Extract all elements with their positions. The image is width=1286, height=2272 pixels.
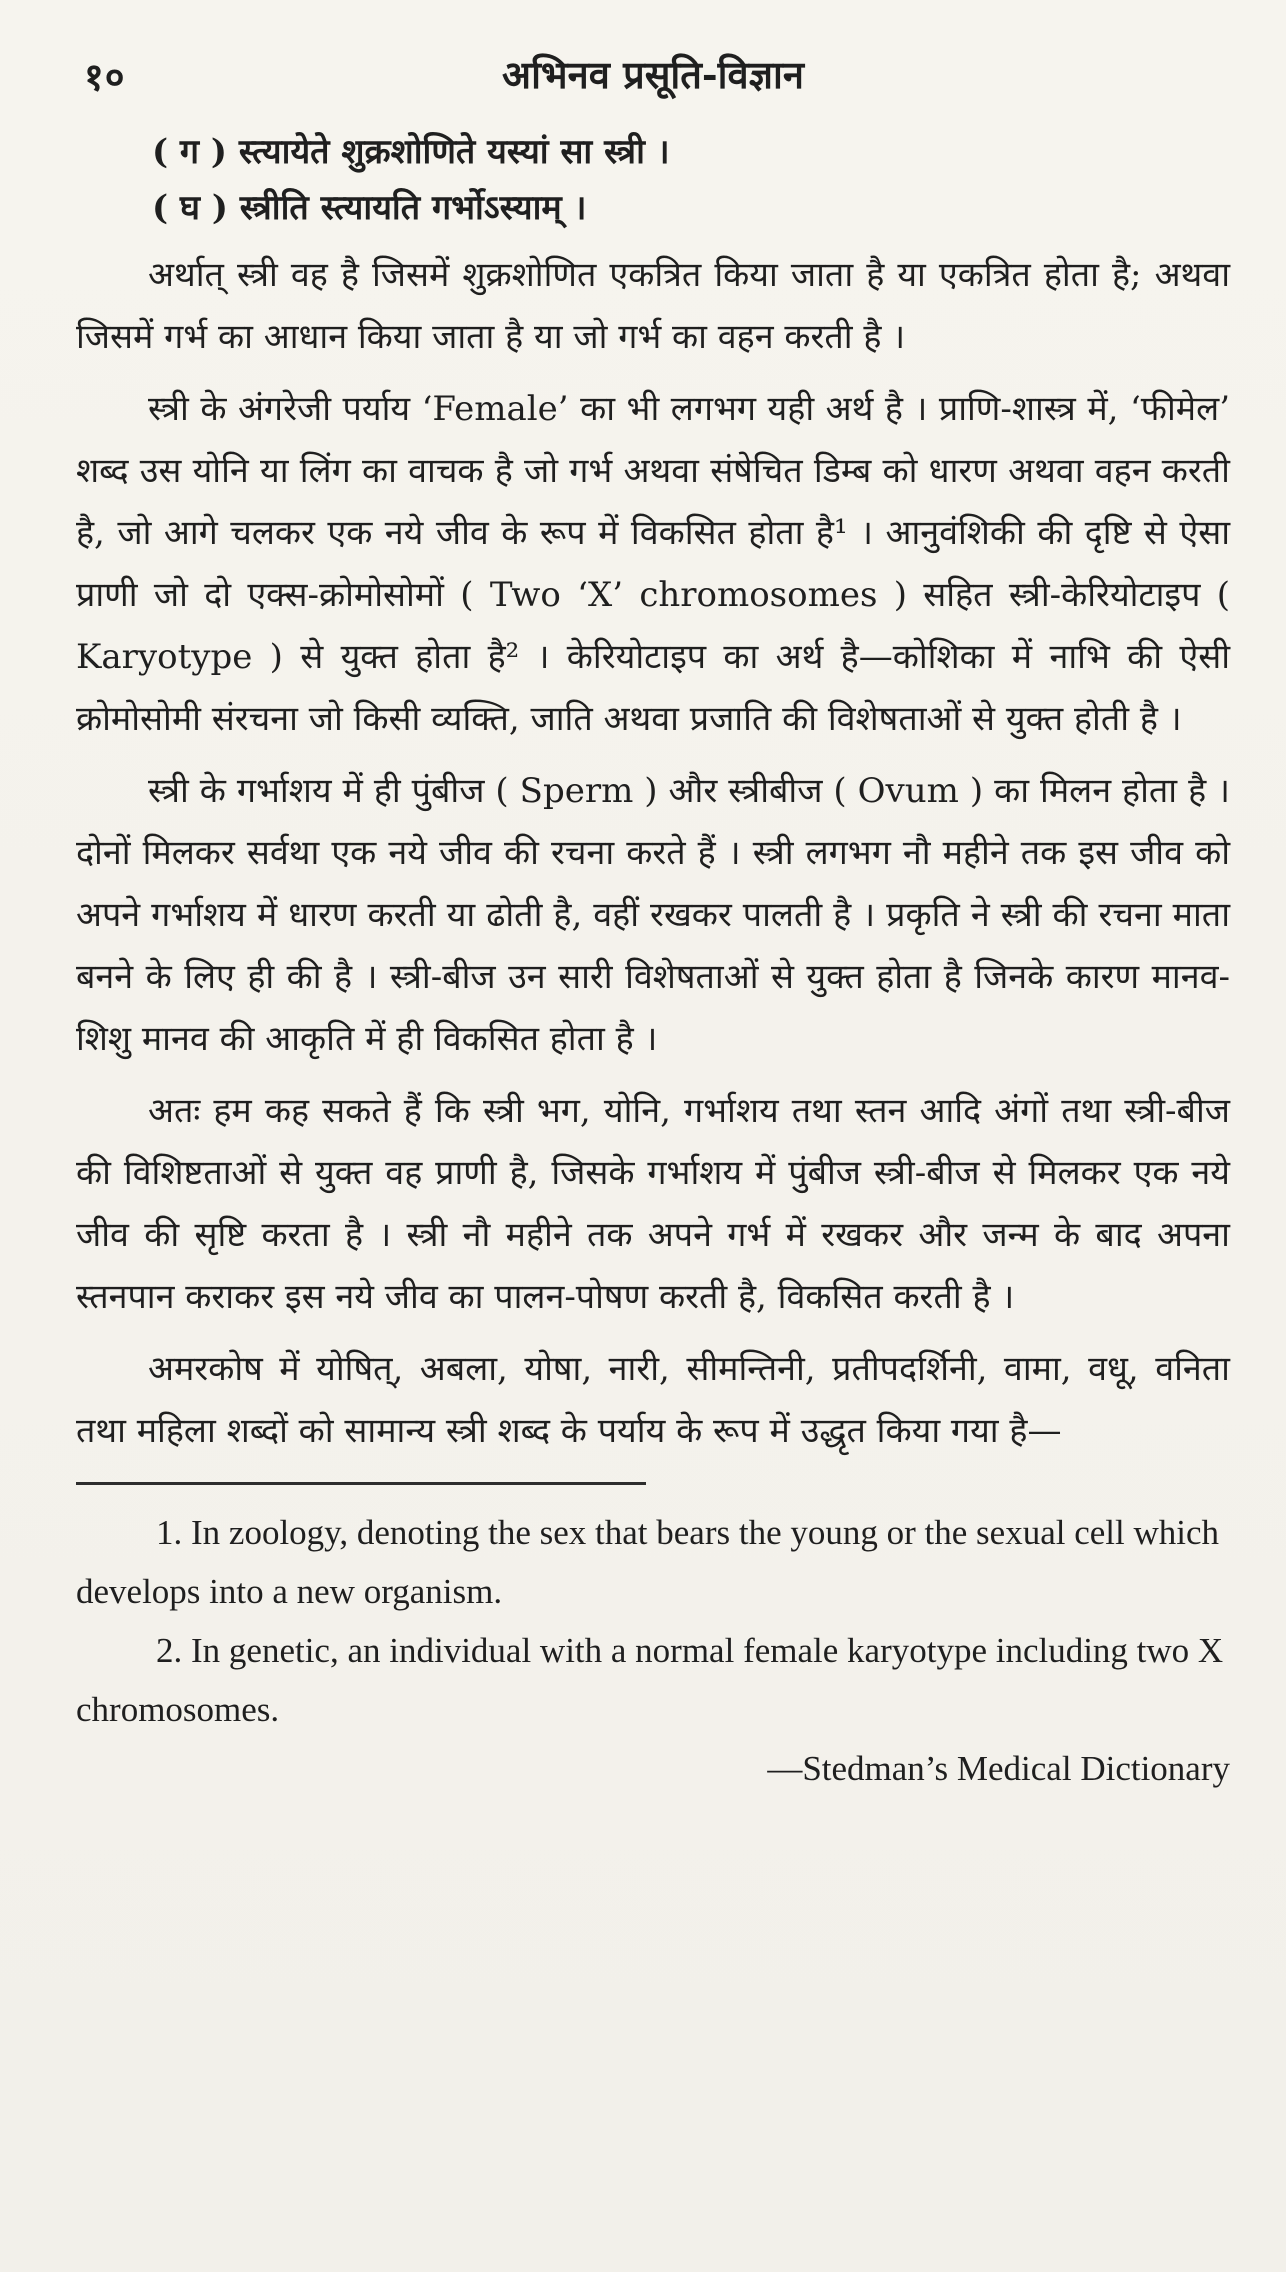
paragraph-fertilization: स्त्री के गर्भाशय में ही पुंबीज ( Sperm ) और स्त्रीबीज ( Ovum ) का मिलन होता है । दोनों मिलकर सर्वथा एक नये जीव की रचना करते हैं । स्त्री लगभग नौ महीने तक इस जीव को अपने गर्भाशय में धारण करती या ढोती है, वहीं रखकर पालती है । प्रकृति ने स्त्री की रचना माता बनने के लिए ही की है । स्त्री-बीज उन सारी विशेषताओं से युक्त होता है जिनके कारण मानव-शिशु मानव की आकृति में ही विकसित होता है ।	[76, 771, 1230, 1059]
verse-line: ( घ ) स्त्रीति स्त्यायति गर्भोऽस्याम् ।	[152, 188, 587, 228]
paragraph-amarkosh: अमरकोष में योषित्, अबला, योषा, नारी, सीमन्तिनी, प्रतीपदर्शिनी, वामा, वधू, वनिता तथा महिला शब्दों को सामान्य स्त्री शब्द के पर्याय के रूप में उद्धृत किया गया है—	[76, 1349, 1230, 1451]
running-title: अभिनव प्रसूति-विज्ञान	[502, 52, 804, 97]
footnotes	[76, 1503, 1230, 1739]
footnote-separator	[76, 1482, 646, 1485]
paragraph-female-meaning: स्त्री के अंगरेजी पर्याय ‘Female’ का भी लगभग यही अर्थ है । प्राणि-शास्त्र में, ‘फीमेल’ शब्द उस योनि या लिंग का वाचक है जो गर्भ अथवा संषेचित डिम्ब को धारण अथवा वहन करती है, जो आगे चलकर एक नये जीव के रूप में विकसित होता है¹ । आनुवंशिकी की दृष्टि से ऐसा प्राणी जो दो एक्स-क्रोमोसोमों ( Two ‘X’ chromosomes ) सहित स्त्री-केरियोटाइप ( Karyotype ) से युक्त होता है² । केरियोटाइप का अर्थ है—कोशिका में नाभि की ऐसी क्रोमोसोमी संरचना जो किसी व्यक्ति, जाति अथवा प्रजाति की विशेषताओं से युक्त होती है ।	[76, 389, 1230, 739]
page-number: १०	[84, 54, 126, 99]
footnote-item: 1. In zoology, denoting the sex that bears the young or the sexual cell which develops into a new organism.	[76, 1513, 1220, 1611]
page-header	[76, 48, 1230, 106]
verse-line: ( ग ) स्त्यायेते शुक्रशोणिते यस्यां सा स्त्री ।	[152, 132, 670, 172]
footnote-item: 2. In genetic, an individual with a normal female karyotype including two X chromosomes.	[76, 1631, 1224, 1729]
paragraph-conclusion: अतः हम कह सकते हैं कि स्त्री भग, योनि, गर्भाशय तथा स्तन आदि अंगों तथा स्त्री-बीज की विशिष्टताओं से युक्त वह प्राणी है, जिसके गर्भाशय में पुंबीज स्त्री-बीज से मिलकर एक नये जीव की सृष्टि करता है । स्त्री नौ महीने तक अपने गर्भ में रखकर और जन्म के बाद अपना स्तनपान कराकर इस नये जीव का पालन-पोषण करती है, विकसित करती है ।	[76, 1091, 1230, 1317]
paragraph-definition: अर्थात् स्त्री वह है जिसमें शुक्रशोणित एकत्रित किया जाता है या एकत्रित होता है; अथवा जिसमें गर्भ का आधान किया जाता है या जो गर्भ का वहन करती है ।	[76, 255, 1230, 357]
spacer	[76, 236, 1230, 244]
source-citation: —Stedman’s Medical Dictionary	[767, 1749, 1230, 1788]
